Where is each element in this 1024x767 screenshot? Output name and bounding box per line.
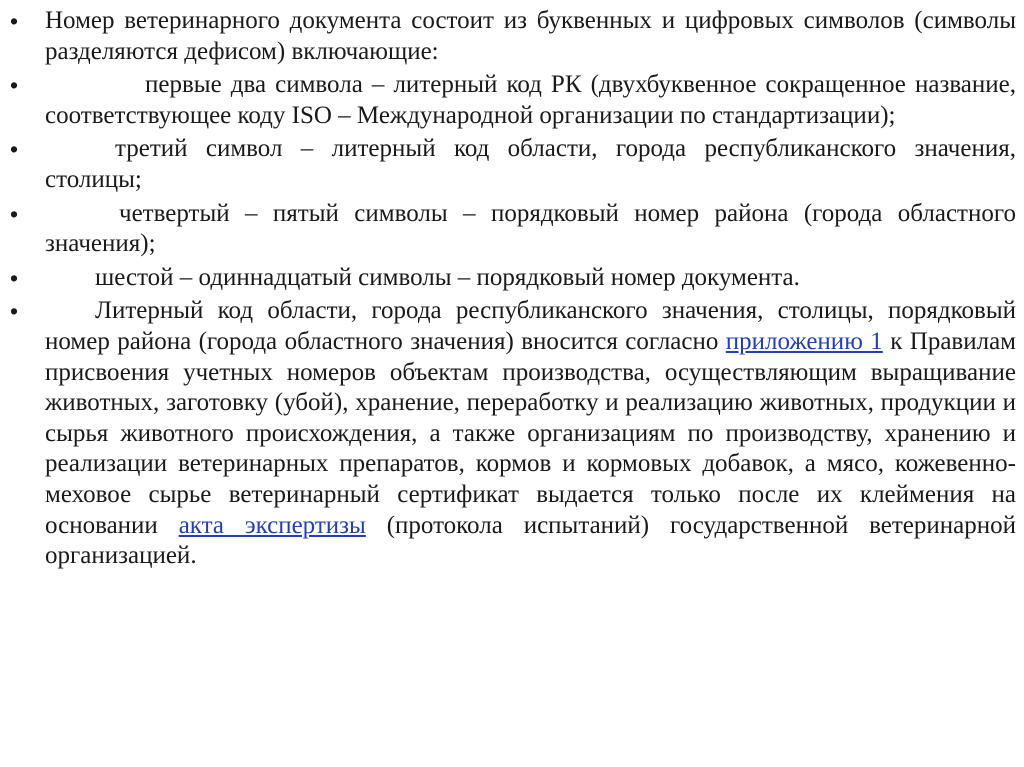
- list-item: [10, 199, 1016, 260]
- item-text: (протокола испытаний) государственной ветеринарной организацией.: [45, 511, 1016, 570]
- list-item: [10, 134, 1016, 195]
- item-text: Литерный код области, города республиканского значения, столицы, порядковый номер района (города областного значения) вносится согласно: [45, 297, 1016, 355]
- list-item: [10, 263, 1016, 294]
- bullet-icon: •: [10, 298, 19, 325]
- bullet-icon: •: [10, 200, 19, 227]
- bullet-icon: •: [10, 264, 19, 291]
- item-text: первые два символа – литерный код РК (двухбуквенное сокращенное название, соответствующее коду ISO – Международной организации по стандартизации);: [45, 71, 1016, 129]
- item-text: четвертый – пятый символы – порядковый номер района (города областного значения);: [45, 199, 1016, 258]
- item-text: шестой – одиннадцатый символы – порядковый номер документа.: [95, 263, 800, 291]
- list-item: [10, 70, 1016, 131]
- bullet-icon: •: [10, 72, 19, 99]
- item-text: к Правилам присвоения учетных номеров объектам производства, осуществляющим выращивание животных, заготовку (убой), хранение, переработку и реализацию животных, продукции и сырья животного происхождения, а также организациям по производству, хранению и реализации ветеринарных препаратов, кормов и кормовых добавок, а мясо, кожевенно-меховое сырье ветеринарный сертификат выдается только после их клеймения на основании: [45, 327, 1017, 539]
- item-text: Номер ветеринарного документа состоит из буквенных и цифровых символов (символы разделяются дефисом) включающие:: [45, 7, 1016, 65]
- bullet-icon: •: [10, 136, 19, 163]
- appendix-1-link[interactable]: приложению 1: [725, 327, 883, 355]
- list-item: [10, 6, 1016, 67]
- expertise-act-link[interactable]: акта экспертизы: [178, 511, 366, 539]
- list-item: [10, 296, 1016, 571]
- item-text: третий символ – литерный код области, города республиканского значения, столицы;: [45, 135, 1016, 193]
- bullet-list: [10, 6, 1016, 575]
- bullet-icon: •: [10, 8, 19, 34]
